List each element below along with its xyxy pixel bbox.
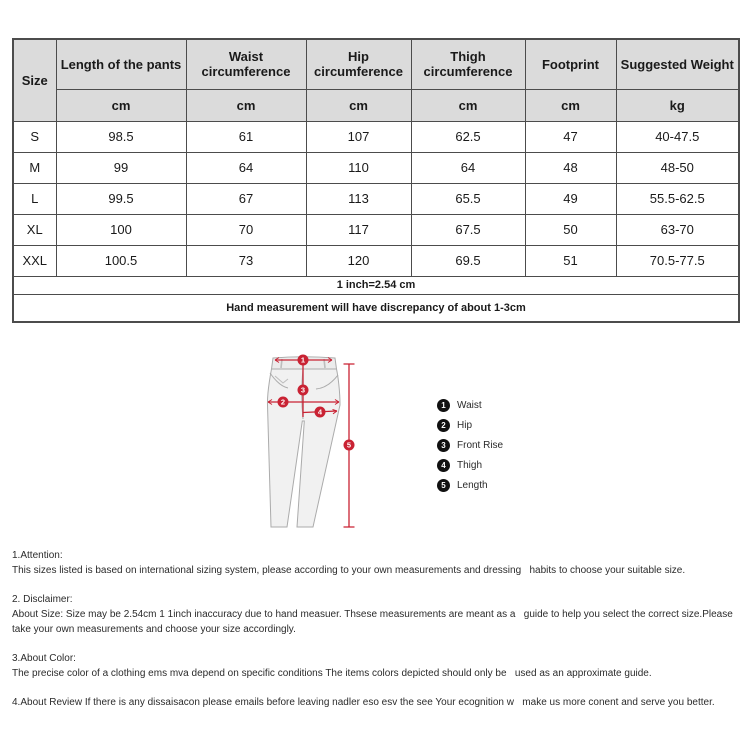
value-cell: 99 bbox=[56, 152, 186, 183]
legend-label-thigh: Thigh bbox=[457, 460, 483, 471]
note-attention bbox=[12, 548, 744, 578]
table-row bbox=[13, 121, 739, 152]
size-cell: XXL bbox=[13, 245, 56, 276]
note-disclaimer bbox=[12, 592, 744, 637]
value-cell: 98.5 bbox=[56, 121, 186, 152]
value-cell: 48 bbox=[525, 152, 616, 183]
legend-item-length bbox=[437, 479, 503, 492]
note-color bbox=[12, 651, 744, 681]
value-cell: 67.5 bbox=[411, 214, 525, 245]
note-review-body: 4.About Review If there is any dissaisacon please emails before leaving nadler eso esv the see Your ecognition w make us more conent and serve you better. bbox=[12, 697, 715, 708]
footnote-hand-row bbox=[13, 294, 739, 322]
footnote-inch-row bbox=[13, 276, 739, 294]
col-header-weight: Suggested Weight bbox=[616, 39, 739, 89]
callout-5: 5 bbox=[346, 440, 352, 450]
callout-4: 4 bbox=[317, 407, 323, 417]
notes-section bbox=[12, 548, 744, 724]
value-cell: 64 bbox=[411, 152, 525, 183]
note-attention-heading: 1.Attention: bbox=[12, 550, 63, 561]
callout-2: 2 bbox=[280, 397, 286, 407]
value-cell: 107 bbox=[306, 121, 411, 152]
legend-label-front-rise: Front Rise bbox=[457, 440, 504, 451]
value-cell: 47 bbox=[525, 121, 616, 152]
col-header-hip: Hip circumference bbox=[306, 39, 411, 89]
callout-3: 3 bbox=[300, 385, 306, 395]
col-header-length: Length of the pants bbox=[56, 39, 186, 89]
note-color-heading: 3.About Color: bbox=[12, 653, 76, 664]
value-cell: 48-50 bbox=[616, 152, 739, 183]
value-cell: 120 bbox=[306, 245, 411, 276]
value-cell: 50 bbox=[525, 214, 616, 245]
note-color-body: The precise color of a clothing ems mva depend on specific conditions The items colors depicted should only be used as an approximate guide. bbox=[12, 668, 652, 679]
value-cell: 69.5 bbox=[411, 245, 525, 276]
legend-label-length: Length bbox=[457, 480, 488, 491]
footnote-hand: Hand measurement will have discrepancy of about 1-3cm bbox=[13, 294, 739, 322]
value-cell: 55.5-62.5 bbox=[616, 183, 739, 214]
value-cell: 51 bbox=[525, 245, 616, 276]
value-cell: 70.5-77.5 bbox=[616, 245, 739, 276]
callout-1: 1 bbox=[300, 355, 306, 365]
legend-badge-2: 2 bbox=[437, 419, 450, 432]
note-review bbox=[12, 695, 744, 710]
size-cell: M bbox=[13, 152, 56, 183]
value-cell: 117 bbox=[306, 214, 411, 245]
unit-footprint: cm bbox=[525, 89, 616, 121]
pants-illustration-icon bbox=[250, 345, 370, 540]
legend-label-hip: Hip bbox=[457, 420, 473, 431]
footnote-inch: 1 inch=2.54 cm bbox=[13, 276, 739, 294]
value-cell: 100.5 bbox=[56, 245, 186, 276]
value-cell: 67 bbox=[186, 183, 306, 214]
measurement-diagram bbox=[0, 340, 750, 545]
legend-item-waist bbox=[437, 399, 503, 412]
size-cell: S bbox=[13, 121, 56, 152]
col-header-thigh: Thigh circumference bbox=[411, 39, 525, 89]
table-row bbox=[13, 152, 739, 183]
value-cell: 40-47.5 bbox=[616, 121, 739, 152]
value-cell: 62.5 bbox=[411, 121, 525, 152]
unit-waist: cm bbox=[186, 89, 306, 121]
legend-item-hip bbox=[437, 419, 503, 432]
legend-badge-5: 5 bbox=[437, 479, 450, 492]
legend-badge-1: 1 bbox=[437, 399, 450, 412]
table-row bbox=[13, 183, 739, 214]
value-cell: 110 bbox=[306, 152, 411, 183]
unit-hip: cm bbox=[306, 89, 411, 121]
legend-badge-3: 3 bbox=[437, 439, 450, 452]
value-cell: 100 bbox=[56, 214, 186, 245]
value-cell: 49 bbox=[525, 183, 616, 214]
note-disclaimer-heading: 2. Disclaimer: bbox=[12, 594, 73, 605]
table-row bbox=[13, 245, 739, 276]
col-header-footprint: Footprint bbox=[525, 39, 616, 89]
value-cell: 65.5 bbox=[411, 183, 525, 214]
size-table-body bbox=[13, 121, 739, 276]
size-table bbox=[12, 38, 740, 323]
note-disclaimer-body: About Size: Size may be 2.54cm 1 1inch inaccuracy due to hand measuer. Thsese measurements are meant as a guide to help you select the correct size.Please take your own measurements and choose your size accordingly. bbox=[12, 609, 736, 635]
unit-length: cm bbox=[56, 89, 186, 121]
legend-item-thigh bbox=[437, 459, 503, 472]
size-cell: XL bbox=[13, 214, 56, 245]
table-row bbox=[13, 214, 739, 245]
legend-badge-4: 4 bbox=[437, 459, 450, 472]
legend-label-waist: Waist bbox=[457, 400, 482, 411]
value-cell: 64 bbox=[186, 152, 306, 183]
note-attention-body: This sizes listed is based on international sizing system, please according to your own measurements and dressing habits to choose your suitable size. bbox=[12, 565, 686, 576]
table-unit-row bbox=[13, 89, 739, 121]
value-cell: 113 bbox=[306, 183, 411, 214]
value-cell: 99.5 bbox=[56, 183, 186, 214]
unit-thigh: cm bbox=[411, 89, 525, 121]
legend-item-front-rise bbox=[437, 439, 503, 452]
diagram-legend bbox=[437, 399, 503, 492]
value-cell: 61 bbox=[186, 121, 306, 152]
size-cell: L bbox=[13, 183, 56, 214]
table-header-row bbox=[13, 39, 739, 89]
value-cell: 73 bbox=[186, 245, 306, 276]
value-cell: 70 bbox=[186, 214, 306, 245]
col-header-size: Size bbox=[13, 39, 56, 121]
unit-weight: kg bbox=[616, 89, 739, 121]
col-header-waist: Waist circumference bbox=[186, 39, 306, 89]
value-cell: 63-70 bbox=[616, 214, 739, 245]
